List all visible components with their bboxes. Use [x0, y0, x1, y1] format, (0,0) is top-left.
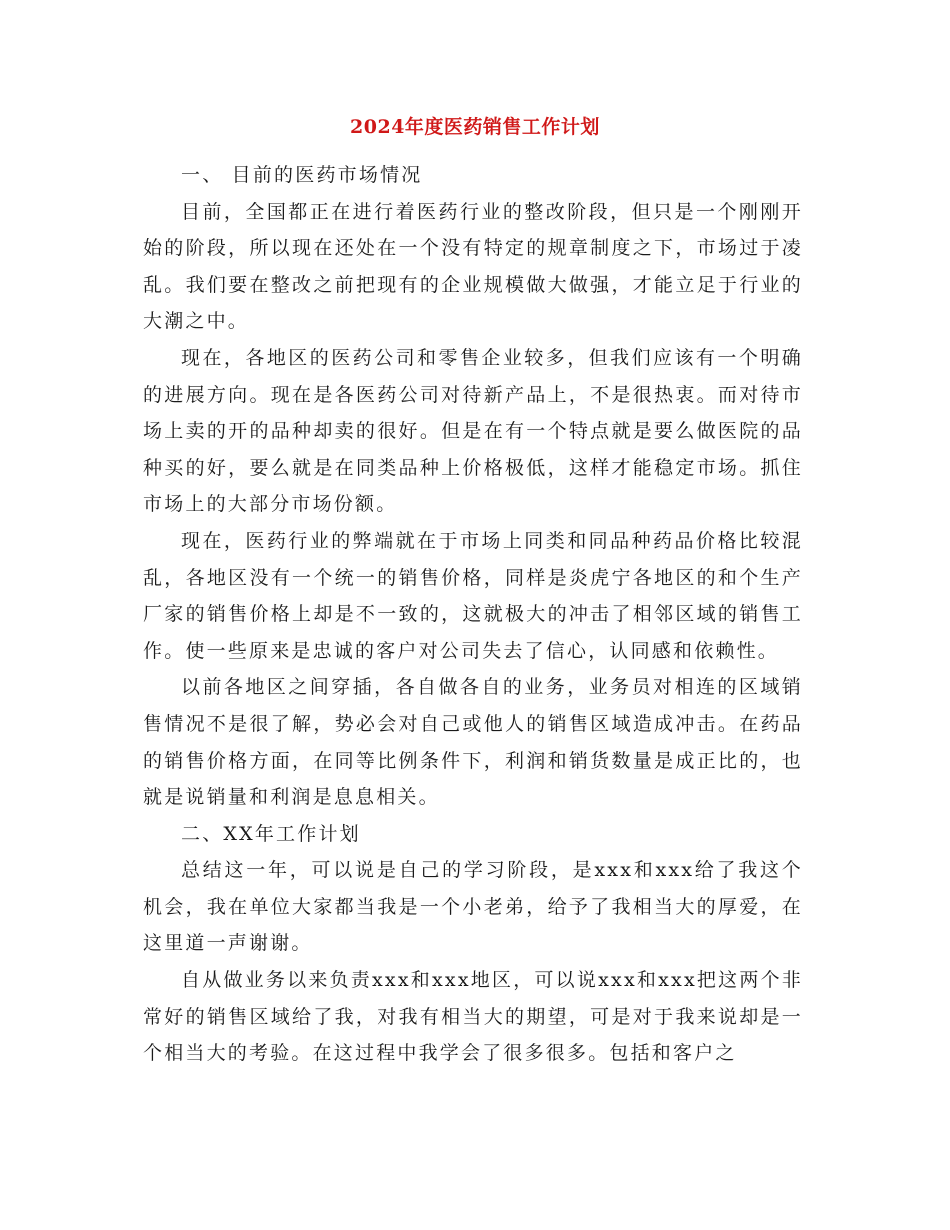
section-heading-1: 一、 目前的医药市场情况 — [181, 164, 423, 186]
paragraph: 目前，全国都正在进行着医药行业的整改阶段，但只是一个刚刚开始的阶段，所以现在还处在一个没有特定的规章制度之下，市场过于凌乱。我们要在整改之前把现有的企业规模做大做强，才能立足于行业的大潮之中。 — [143, 200, 803, 333]
paragraph: 自从做业务以来负责xxx和xxx地区，可以说xxx和xxx把这两个非常好的销售区域给了我，对我有相当大的期望，可是对于我来说却是一个相当大的考验。在这过程中我学会了很多很多。包括和客户之 — [143, 969, 803, 1065]
document-title: 2024年度医药销售工作计划 — [350, 116, 600, 138]
section-heading-2: 二、XX年工作计划 — [181, 822, 361, 845]
paragraph: 现在，医药行业的弊端就在于市场上同类和同品种药品价格比较混乱，各地区没有一个统一的销售价格，同样是炎虎宁各地区的和个生产厂家的销售价格上却是不一致的，这就极大的冲击了相邻区域的销售工作。使一些原来是忠诚的客户对公司失去了信心，认同感和依赖性。 — [143, 529, 803, 662]
document-body — [143, 157, 803, 1072]
paragraph: 现在，各地区的医药公司和零售企业较多，但我们应该有一个明确的进展方向。现在是各医药公司对待新产品上，不是很热衷。而对待市场上卖的开的品种却卖的很好。但是在有一个特点就是要么做医院的品种买的好，要么就是在同类品种上价格极低，这样才能稳定市场。抓住市场上的大部分市场份额。 — [143, 346, 803, 516]
paragraph: 总结这一年，可以说是自己的学习阶段，是xxx和xxx给了我这个机会，我在单位大家都当我是一个小老弟，给予了我相当大的厚爱，在这里道一声谢谢。 — [143, 859, 803, 955]
paragraph: 以前各地区之间穿插，各自做各自的业务，业务员对相连的区域销售情况不是很了解，势必会对自己或他人的销售区域造成冲击。在药品的销售价格方面，在同等比例条件下，利润和销货数量是成正比的，也就是说销量和利润是息息相关。 — [143, 676, 803, 809]
